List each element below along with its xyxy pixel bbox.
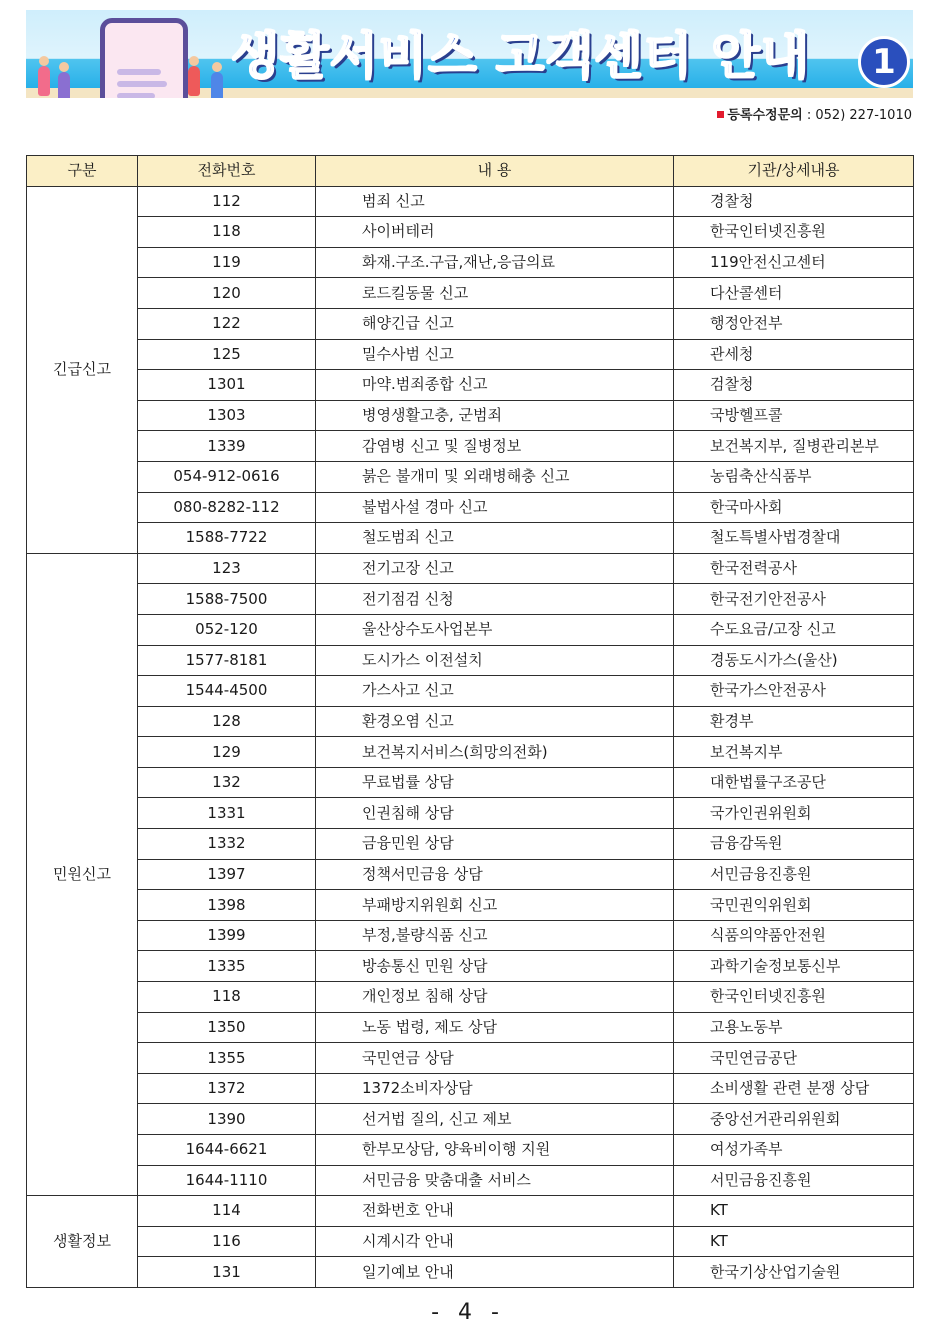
table-header-row [27, 156, 914, 187]
phone-cell: 080-8282-112 [138, 492, 316, 523]
table-row [27, 737, 914, 768]
category-cell: 민원신고 [27, 553, 138, 1195]
table-row [27, 400, 914, 431]
phone-cell: 1588-7500 [138, 584, 316, 615]
content-cell: 한부모상담, 양육비이행 지원 [316, 1135, 674, 1166]
table-row [27, 829, 914, 860]
organization-cell: 국가인권위원회 [674, 798, 914, 829]
content-cell: 감염병 신고 및 질병정보 [316, 431, 674, 462]
organization-cell: 고용노동부 [674, 1012, 914, 1043]
phone-cell: 1544-4500 [138, 676, 316, 707]
table-row [27, 645, 914, 676]
phone-cell: 1644-6621 [138, 1135, 316, 1166]
content-cell: 부패방지위원회 신고 [316, 890, 674, 921]
table-row [27, 614, 914, 645]
organization-cell: 대한법률구조공단 [674, 767, 914, 798]
phone-cell: 1339 [138, 431, 316, 462]
organization-cell: 한국가스안전공사 [674, 676, 914, 707]
organization-cell: 소비생활 관련 분쟁 상담 [674, 1073, 914, 1104]
table-row [27, 767, 914, 798]
content-cell: 선거법 질의, 신고 제보 [316, 1104, 674, 1135]
organization-cell: 한국기상산업기술원 [674, 1257, 914, 1288]
phone-cell: 1372 [138, 1073, 316, 1104]
content-cell: 울산상수도사업본부 [316, 614, 674, 645]
header-content: 내 용 [316, 156, 674, 187]
smartphone-illustration [100, 18, 188, 98]
phone-cell: 1355 [138, 1043, 316, 1074]
table-row [27, 186, 914, 217]
content-cell: 노동 법령, 제도 상담 [316, 1012, 674, 1043]
organization-cell: 한국인터넷진흥원 [674, 982, 914, 1013]
content-cell: 보건복지서비스(희망의전화) [316, 737, 674, 768]
organization-cell: 한국전기안전공사 [674, 584, 914, 615]
organization-cell: 여성가족부 [674, 1135, 914, 1166]
organization-cell: 보건복지부, 질병관리본부 [674, 431, 914, 462]
organization-cell: 환경부 [674, 706, 914, 737]
phone-cell: 1588-7722 [138, 523, 316, 554]
phone-cell: 112 [138, 186, 316, 217]
content-cell: 국민연금 상담 [316, 1043, 674, 1074]
content-cell: 시계시각 안내 [316, 1226, 674, 1257]
person-illustration-head [59, 62, 69, 72]
organization-cell: 과학기술정보통신부 [674, 951, 914, 982]
phone-cell: 120 [138, 278, 316, 309]
content-cell: 환경오염 신고 [316, 706, 674, 737]
content-cell: 인권침해 상담 [316, 798, 674, 829]
phone-cell: 1303 [138, 400, 316, 431]
service-directory-table [26, 155, 914, 1288]
content-cell: 무료법률 상담 [316, 767, 674, 798]
phone-cell: 1350 [138, 1012, 316, 1043]
content-cell: 정책서민금융 상담 [316, 859, 674, 890]
table-row [27, 676, 914, 707]
organization-cell: 다산콜센터 [674, 278, 914, 309]
phone-cell: 1644-1110 [138, 1165, 316, 1196]
organization-cell: 한국전력공사 [674, 553, 914, 584]
table-row [27, 553, 914, 584]
banner-title: 생활서비스 고객센터 안내 [231, 27, 811, 85]
phone-cell: 054-912-0616 [138, 461, 316, 492]
content-cell: 범죄 신고 [316, 186, 674, 217]
table-row [27, 431, 914, 462]
content-cell: 서민금융 맞춤대출 서비스 [316, 1165, 674, 1196]
table-row [27, 1043, 914, 1074]
phone-cell: 1332 [138, 829, 316, 860]
phone-cell: 1397 [138, 859, 316, 890]
organization-cell: 농림축산식품부 [674, 461, 914, 492]
contact-label: 등록수정문의 [727, 108, 803, 123]
organization-cell: 금융감독원 [674, 829, 914, 860]
organization-cell: 식품의약품안전원 [674, 920, 914, 951]
organization-cell: KT [674, 1226, 914, 1257]
phone-cell: 1390 [138, 1104, 316, 1135]
table-row [27, 951, 914, 982]
table-row [27, 1012, 914, 1043]
table-body [27, 186, 914, 1287]
person-illustration [211, 72, 223, 98]
table-row [27, 1196, 914, 1227]
organization-cell: KT [674, 1196, 914, 1227]
content-cell: 금융민원 상담 [316, 829, 674, 860]
content-cell: 붉은 불개미 및 외래병해충 신고 [316, 461, 674, 492]
organization-cell: 한국인터넷진흥원 [674, 217, 914, 248]
content-cell: 사이버테러 [316, 217, 674, 248]
person-illustration-head [39, 56, 49, 66]
organization-cell: 한국마사회 [674, 492, 914, 523]
organization-cell: 119안전신고센터 [674, 247, 914, 278]
content-cell: 1372소비자상담 [316, 1073, 674, 1104]
content-cell: 로드킬동물 신고 [316, 278, 674, 309]
header-category: 구분 [27, 156, 138, 187]
table-row [27, 247, 914, 278]
content-cell: 해양긴급 신고 [316, 308, 674, 339]
organization-cell: 국방헬프콜 [674, 400, 914, 431]
phone-cell: 132 [138, 767, 316, 798]
content-cell: 방송통신 민원 상담 [316, 951, 674, 982]
phone-cell: 052-120 [138, 614, 316, 645]
organization-cell: 국민연금공단 [674, 1043, 914, 1074]
table-row [27, 706, 914, 737]
phone-cell: 118 [138, 217, 316, 248]
content-cell: 철도범죄 신고 [316, 523, 674, 554]
phone-cell: 125 [138, 339, 316, 370]
red-square-icon [717, 111, 724, 118]
table-row [27, 1073, 914, 1104]
content-cell: 전화번호 안내 [316, 1196, 674, 1227]
organization-cell: 서민금융진흥원 [674, 859, 914, 890]
phone-cell: 1301 [138, 370, 316, 401]
table-row [27, 1165, 914, 1196]
table-row [27, 890, 914, 921]
phone-cell: 116 [138, 1226, 316, 1257]
content-cell: 개인정보 침해 상담 [316, 982, 674, 1013]
content-cell: 마약.범죄종합 신고 [316, 370, 674, 401]
person-illustration-head [189, 56, 199, 66]
phone-cell: 1399 [138, 920, 316, 951]
table-row [27, 859, 914, 890]
table-row [27, 461, 914, 492]
content-cell: 일기예보 안내 [316, 1257, 674, 1288]
organization-cell: 관세청 [674, 339, 914, 370]
table-row [27, 523, 914, 554]
organization-cell: 철도특별사법경찰대 [674, 523, 914, 554]
contact-phone: 052) 227-1010 [815, 108, 912, 123]
table-row [27, 278, 914, 309]
banner-number-badge: 1 [858, 36, 910, 88]
category-cell: 긴급신고 [27, 186, 138, 553]
table-row [27, 982, 914, 1013]
table-row [27, 370, 914, 401]
contact-separator: : [802, 108, 816, 123]
contact-info [717, 104, 912, 123]
content-cell: 병영생활고충, 군범죄 [316, 400, 674, 431]
table-row [27, 1226, 914, 1257]
content-cell: 도시가스 이전설치 [316, 645, 674, 676]
phone-cell: 119 [138, 247, 316, 278]
organization-cell: 경찰청 [674, 186, 914, 217]
organization-cell: 행정안전부 [674, 308, 914, 339]
phone-cell: 114 [138, 1196, 316, 1227]
header-phone: 전화번호 [138, 156, 316, 187]
table-row [27, 339, 914, 370]
table-row [27, 1135, 914, 1166]
category-cell: 생활정보 [27, 1196, 138, 1288]
header-banner [26, 10, 913, 98]
phone-cell: 123 [138, 553, 316, 584]
phone-cell: 1398 [138, 890, 316, 921]
content-cell: 화재.구조.구급,재난,응급의료 [316, 247, 674, 278]
person-illustration [58, 72, 70, 98]
content-cell: 불법사설 경마 신고 [316, 492, 674, 523]
phone-cell: 129 [138, 737, 316, 768]
organization-cell: 검찰청 [674, 370, 914, 401]
table-row [27, 492, 914, 523]
content-cell: 가스사고 신고 [316, 676, 674, 707]
phone-cell: 1577-8181 [138, 645, 316, 676]
organization-cell: 수도요금/고장 신고 [674, 614, 914, 645]
organization-cell: 경동도시가스(울산) [674, 645, 914, 676]
content-cell: 부정,불량식품 신고 [316, 920, 674, 951]
table-row [27, 217, 914, 248]
content-cell: 전기점검 신청 [316, 584, 674, 615]
person-illustration-head [212, 62, 222, 72]
phone-cell: 122 [138, 308, 316, 339]
organization-cell: 보건복지부 [674, 737, 914, 768]
header-organization: 기관/상세내용 [674, 156, 914, 187]
phone-cell: 1331 [138, 798, 316, 829]
organization-cell: 중앙선거관리위원회 [674, 1104, 914, 1135]
person-illustration [188, 66, 200, 96]
content-cell: 전기고장 신고 [316, 553, 674, 584]
phone-cell: 128 [138, 706, 316, 737]
phone-cell: 118 [138, 982, 316, 1013]
table-row [27, 308, 914, 339]
table-row [27, 1104, 914, 1135]
table-row [27, 920, 914, 951]
organization-cell: 서민금융진흥원 [674, 1165, 914, 1196]
page-number: - 4 - [431, 1300, 505, 1325]
phone-cell: 131 [138, 1257, 316, 1288]
phone-cell: 1335 [138, 951, 316, 982]
table-row [27, 584, 914, 615]
organization-cell: 국민권익위원회 [674, 890, 914, 921]
table-row [27, 1257, 914, 1288]
person-illustration [38, 66, 50, 96]
content-cell: 밀수사범 신고 [316, 339, 674, 370]
table-row [27, 798, 914, 829]
